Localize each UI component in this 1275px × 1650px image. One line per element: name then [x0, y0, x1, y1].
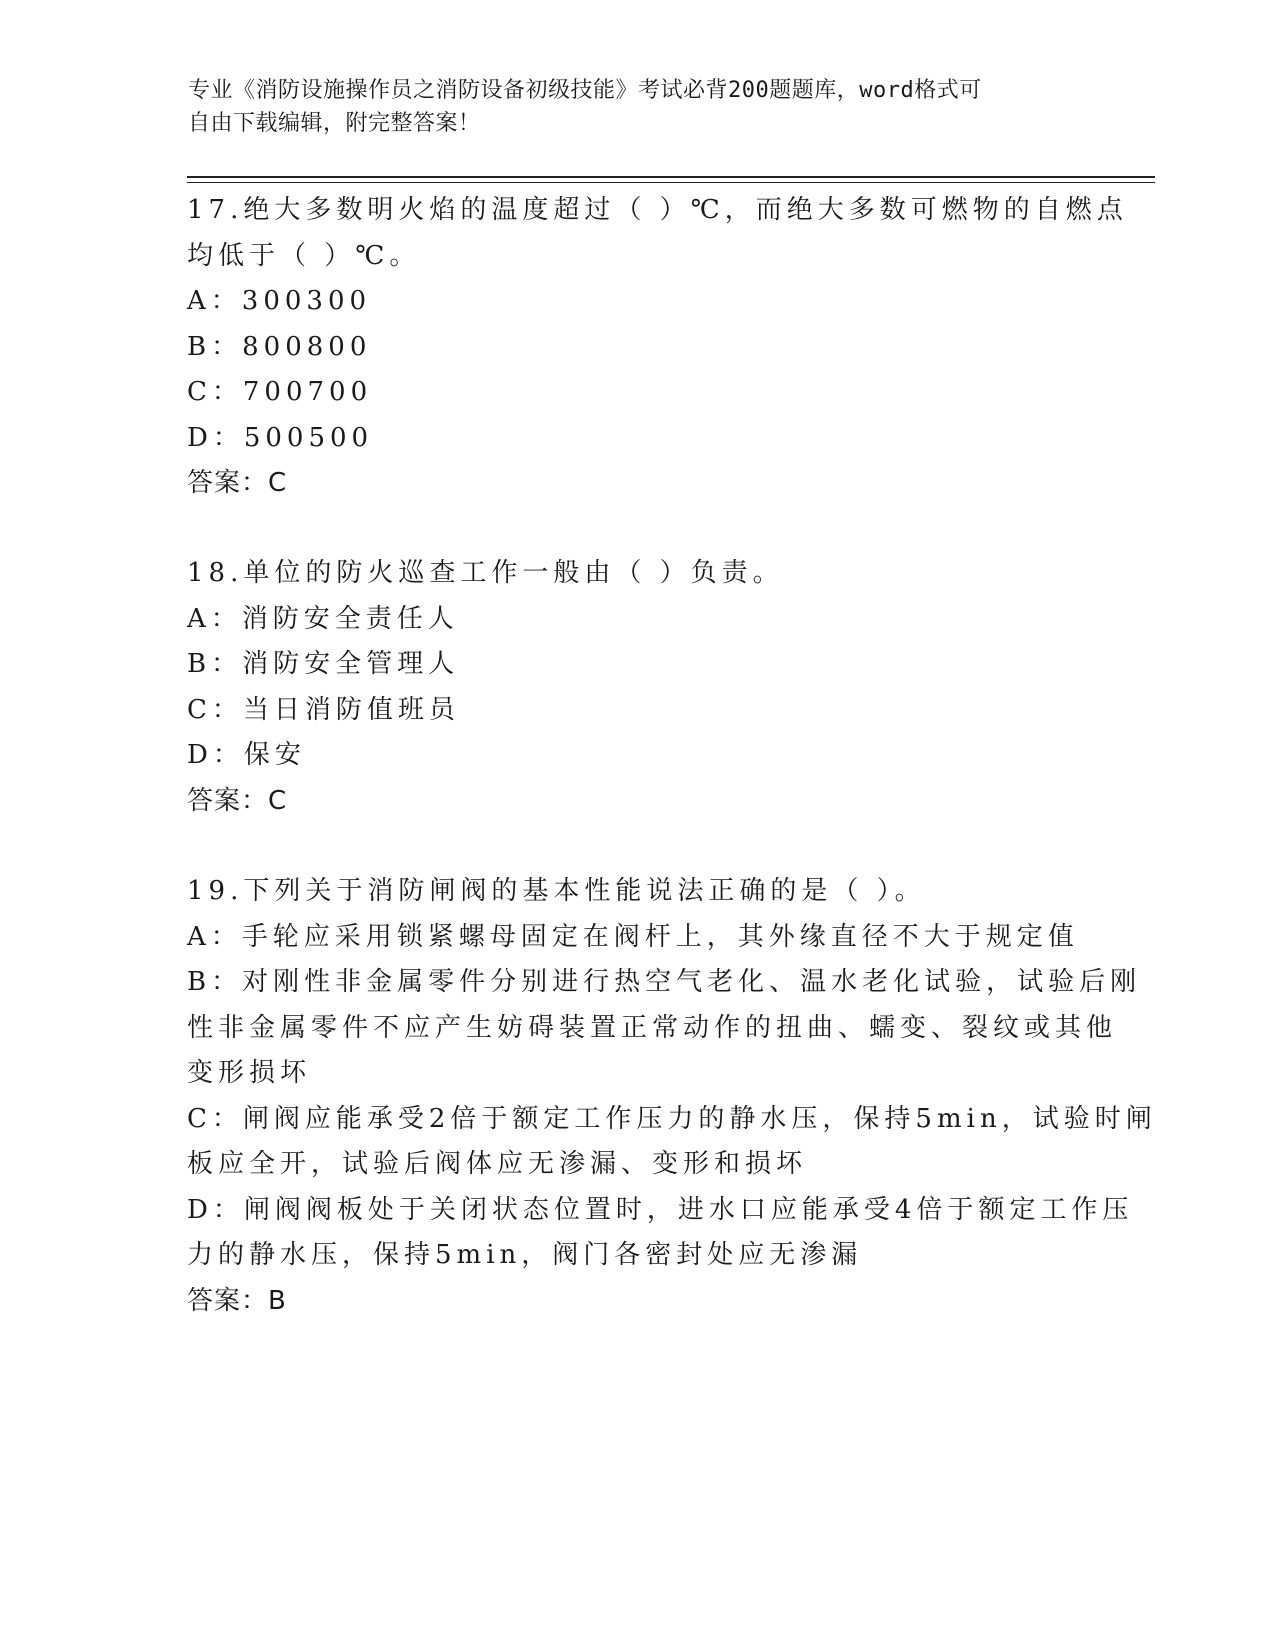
question-17: [187, 188, 1128, 507]
answer: 答案：B: [187, 1285, 287, 1316]
question-18: [187, 551, 1087, 824]
option-d: D：500500: [187, 422, 374, 453]
option-a: A：300300: [187, 286, 372, 316]
question-19: [187, 869, 1157, 1324]
option-d: D：保安: [187, 740, 306, 770]
option-d: D：闸阀阀板处于关闭状态位置时，进水口应能承受4倍于额定工作压: [187, 1194, 1134, 1225]
question-stem: 均低于（ ）℃。: [187, 240, 421, 271]
document-header: [188, 74, 1068, 140]
option-d-continued: 力的静水压，保持5min，阀门各密封处应无渗漏: [187, 1240, 863, 1270]
option-c: C：闸阀应能承受2倍于额定工作压力的静水压，保持5min，试验时闸: [187, 1103, 1157, 1134]
option-c-continued: 板应全开，试验后阀体应无渗漏、变形和损坏: [187, 1149, 808, 1179]
option-b-continued: 性非金属零件不应产生妨碍装置正常动作的扭曲、蠕变、裂纹或其他: [187, 1012, 1118, 1043]
answer: 答案：C: [187, 785, 288, 816]
question-stem: 18.单位的防火巡查工作一般由（ ）负责。: [187, 558, 784, 588]
header-divider-thick: [187, 176, 1155, 178]
header-divider-thin: [187, 182, 1155, 183]
header-line-2: 自由下载编辑，附完整答案！: [188, 111, 481, 136]
answer: 答案：C: [187, 468, 288, 498]
header-line-1: 专业《消防设施操作员之消防设备初级技能》考试必背200题题库，word格式可: [188, 78, 982, 103]
option-b: B：对刚性非金属零件分别进行热空气老化、温水老化试验，试验后刚: [187, 967, 1142, 997]
option-a: A：消防安全责任人: [187, 603, 459, 634]
option-c: C：当日消防值班员: [187, 694, 460, 725]
option-b-continued: 变形损坏: [187, 1058, 312, 1088]
question-stem: 19.下列关于消防闸阀的基本性能说法正确的是（ ）。: [187, 876, 926, 906]
option-a: A：手轮应采用锁紧螺母固定在阀杆上，其外缘直径不大于规定值: [187, 921, 1079, 952]
option-b: B：消防安全管理人: [187, 649, 460, 679]
option-c: C：700700: [187, 377, 373, 407]
question-stem: 17.绝大多数明火焰的温度超过（ ）℃，而绝大多数可燃物的自燃点: [187, 195, 1128, 225]
option-b: B：800800: [187, 331, 372, 362]
